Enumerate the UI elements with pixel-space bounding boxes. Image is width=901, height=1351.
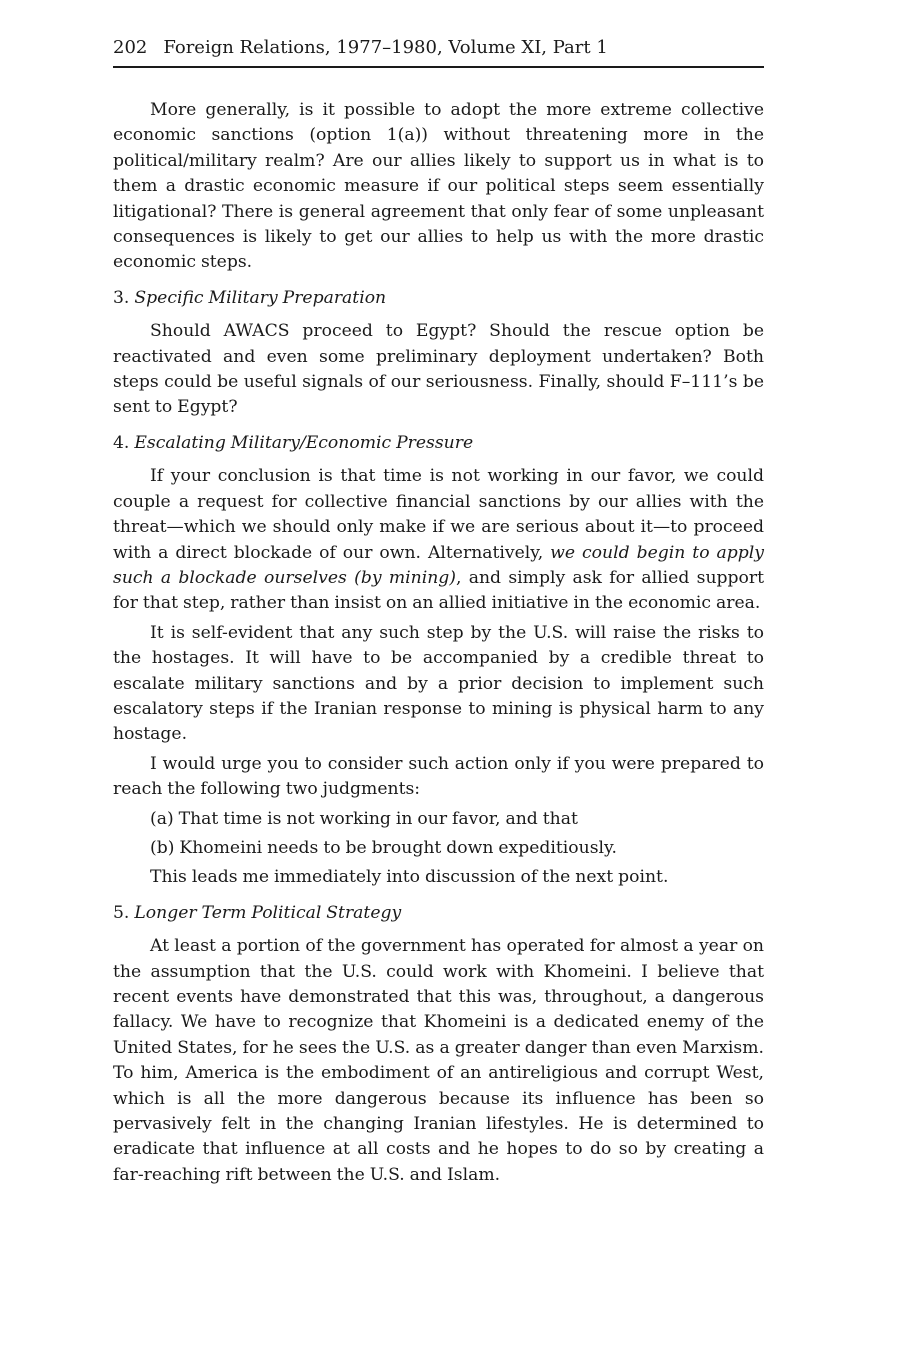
document-page (113, 34, 764, 1188)
section4-paragraph-1 (113, 464, 764, 616)
paragraph-text: , and simply ask for allied support for that step, rather than insist on an allied initiative in the economic area. (113, 567, 764, 614)
section-number: 3. (113, 287, 130, 308)
section3-paragraph: Should AWACS proceed to Egypt? Should the rescue option be reactivated and even some preliminary deployment undertaken? Both steps could be useful signals of our seriousness. Finally, should F–111’s be sent to Egypt? (113, 321, 764, 418)
paragraph-text: If your conclusion is that time is not working in our favor, we could couple a request for collective financial sanctions by our allies with the threat—which we should only make if we are serious about it—to proceed with a direct blockade of our own. Alternatively, (113, 466, 764, 563)
intro-paragraph: More generally, is it possible to adopt the more extreme collective economic sanctions (option 1(a)) without threatening more in the political/military realm? Are our allies likely to support us in what is to them a drastic economic measure if our political steps seem essentially litigational? There is general agreement that only fear of some unpleasant consequences is likely to get our allies to help us with the more drastic economic steps. (113, 100, 764, 273)
running-title: Foreign Relations, 1977–1980, Volume XI, Part 1 (163, 37, 608, 58)
section-title: Longer Term Political Strategy (134, 902, 402, 923)
section-heading-5 (113, 901, 764, 926)
running-header (113, 34, 764, 68)
section4-paragraph-2: It is self-evident that any such step by the U.S. will raise the risks to the hostages. It will have to be accompanied by a credible threat to escalate military sanctions and by a prior decision to implement such escalatory steps if the Iranian response to mining is physical harm to any hostage. (113, 622, 764, 745)
body-text (113, 98, 764, 1188)
section4-paragraph-4: This leads me immediately into discussion of the next point. (150, 867, 669, 888)
emphasized-text: we could begin to apply such a blockade ourselves (by mining) (113, 542, 764, 588)
section-title: Escalating Military/Economic Pressure (134, 432, 474, 453)
section4-paragraph-3: I would urge you to consider such action only if you were prepared to reach the following two judgments: (113, 753, 764, 800)
section-number: 5. (113, 902, 130, 923)
section-number: 4. (113, 432, 130, 453)
list-item-b: (b) Khomeini needs to be brought down expeditiously. (150, 837, 617, 858)
page-number: 202 (113, 37, 148, 58)
section5-paragraph: At least a portion of the government has operated for almost a year on the assumption that the U.S. could work with Khomeini. I believe that recent events have demonstrated that this was, throughout, a dangerous fallacy. We have to recognize that Khomeini is a dedicated enemy of the United States, for he sees the U.S. as a greater danger than even Marxism. To him, America is the embodiment of an antireligious and corrupt West, which is all the more dangerous because its influence has been so pervasively felt in the changing Iranian lifestyles. He is determined to eradicate that influence at all costs and he hopes to do so by creating a far-reaching rift between the U.S. and Islam. (113, 936, 764, 1185)
list-item-a: (a) That time is not working in our favor, and that (150, 808, 578, 829)
section-heading-3 (113, 286, 764, 311)
section-title: Specific Military Preparation (134, 287, 387, 308)
section-heading-4 (113, 431, 764, 456)
